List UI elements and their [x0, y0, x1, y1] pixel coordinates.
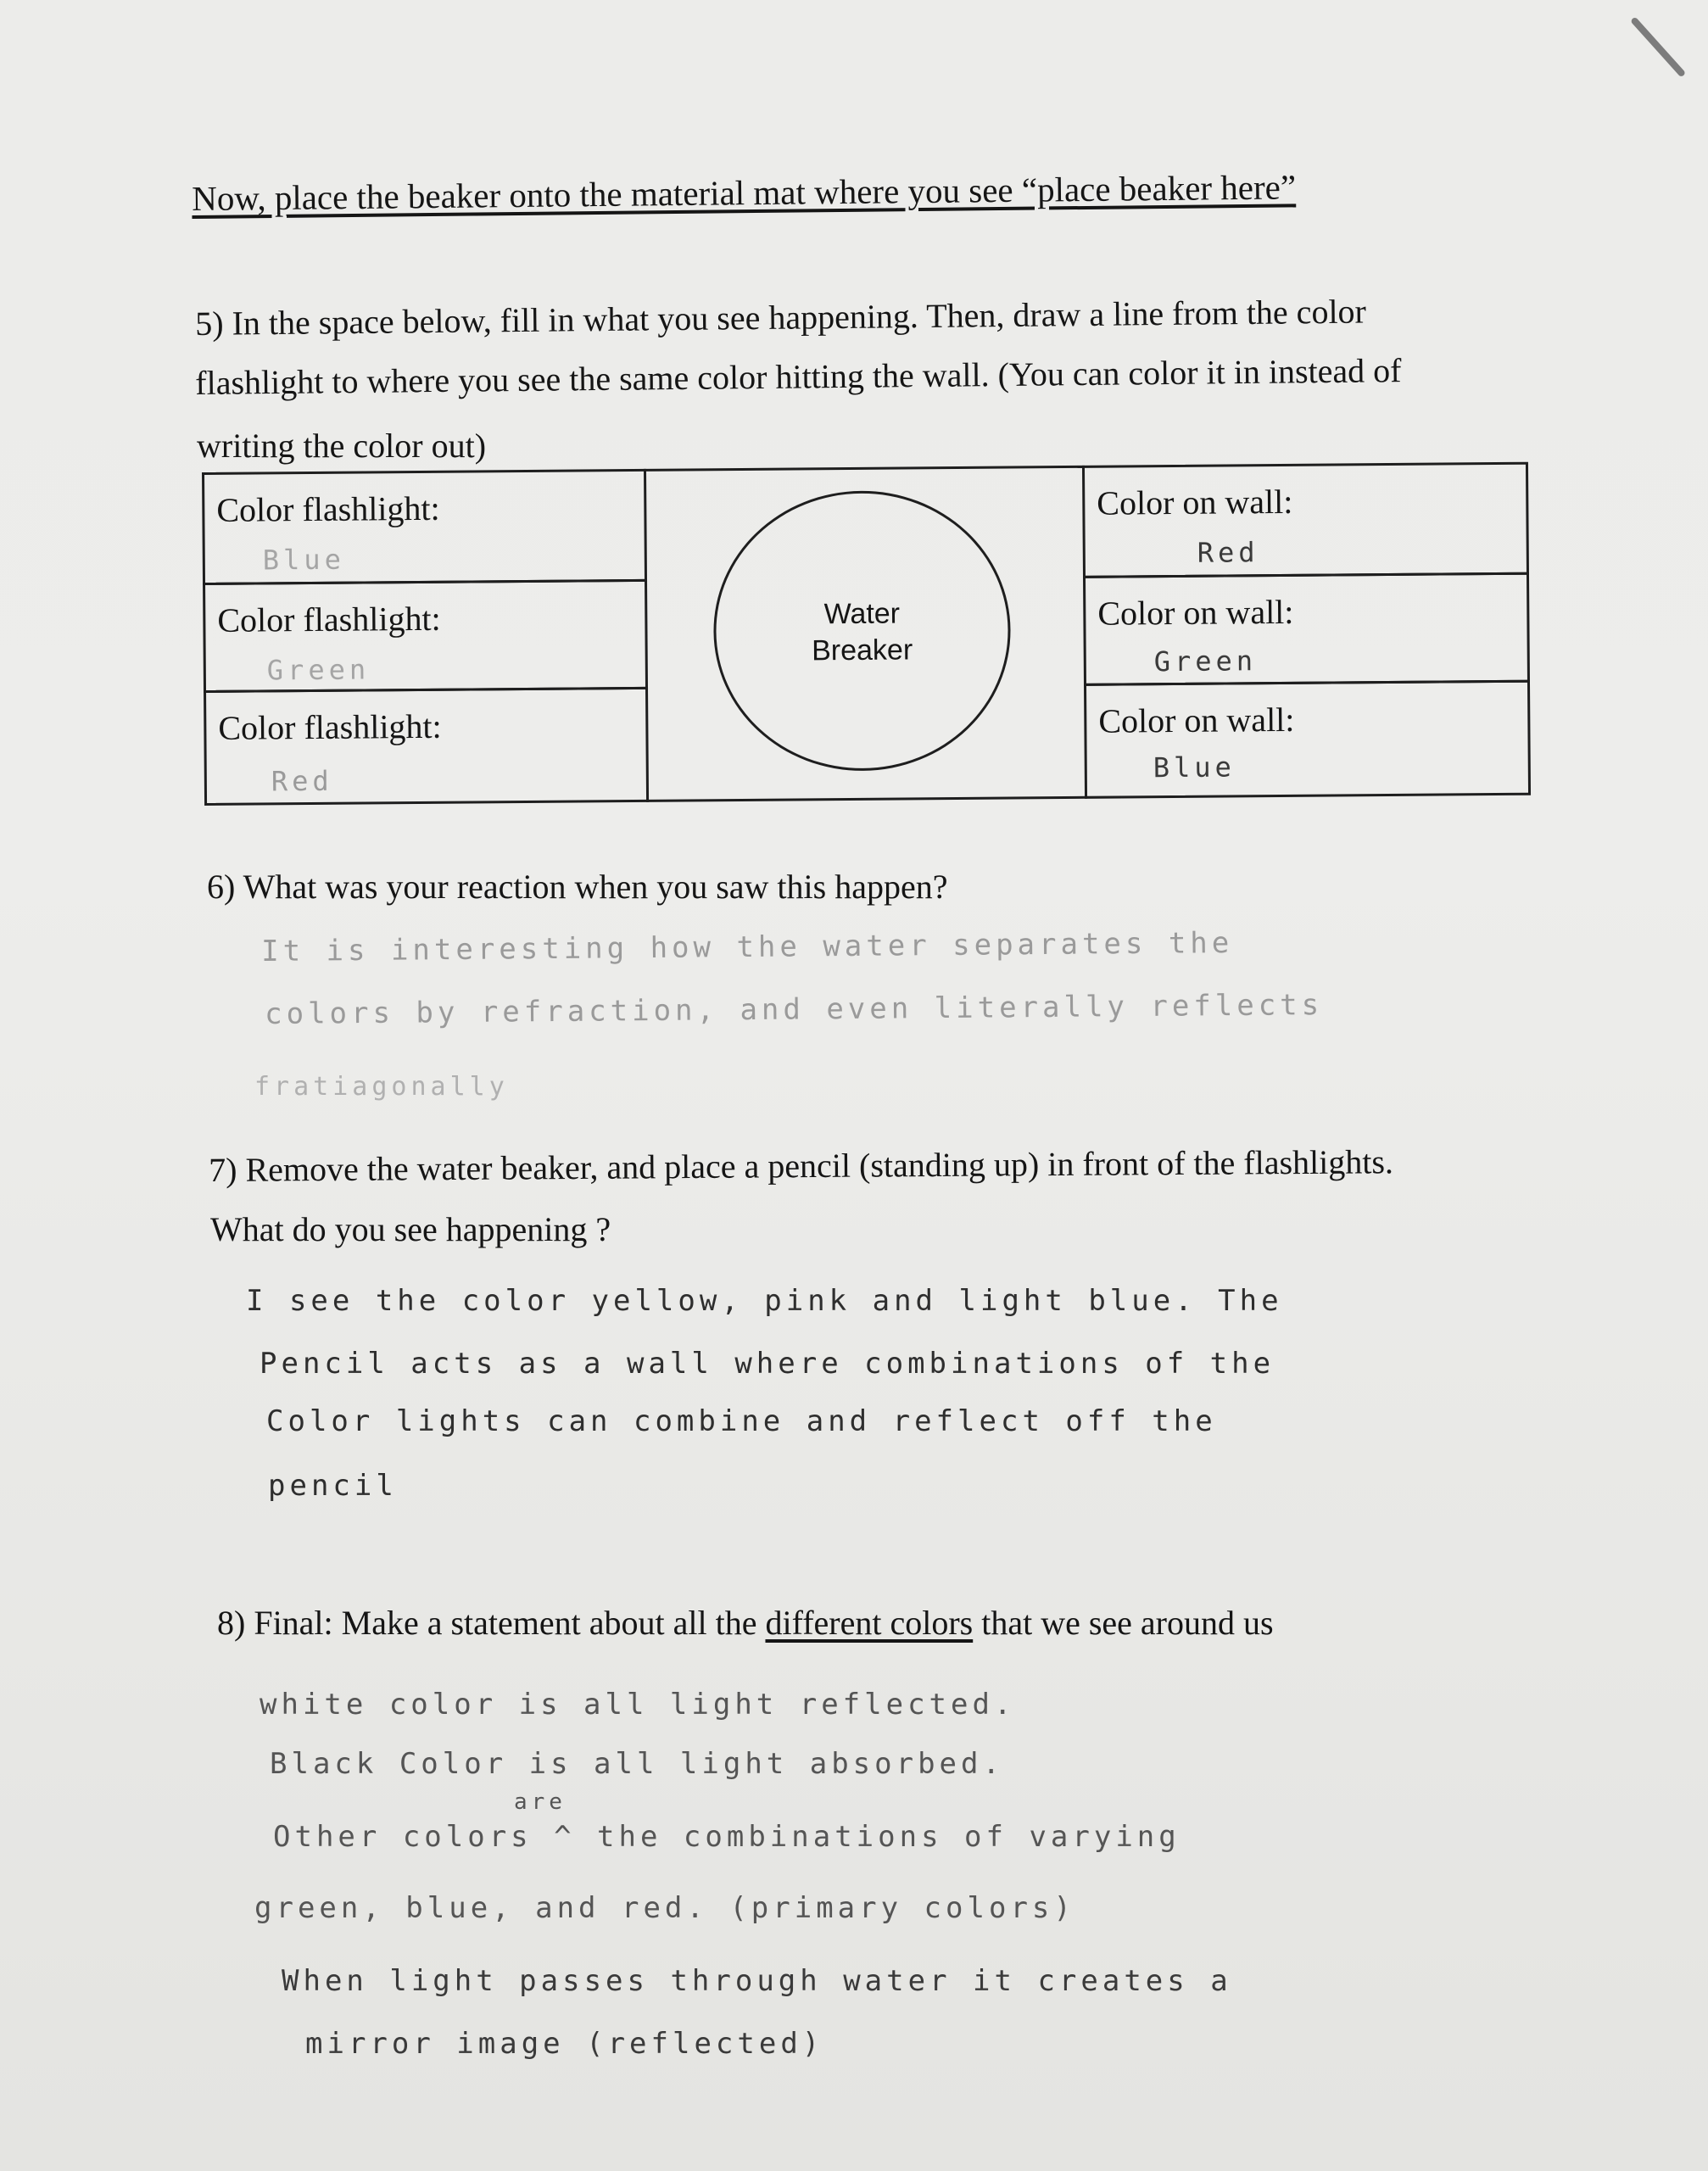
- question-5-line-3: writing the color out): [197, 427, 487, 465]
- wall-cell-3: [1084, 680, 1531, 799]
- question-5-line-1: 5) In the space below, fill in what you see happening. Then, draw a line from the color: [195, 292, 1367, 343]
- beaker-label-line-2: Breaker: [811, 633, 913, 667]
- question-8-answer-line-3: Other colors ^ the combinations of varying: [273, 1820, 1181, 1854]
- flashlight-answer-3: Red: [271, 764, 333, 798]
- question-8-answer-line-1: white color is all light reflected.: [260, 1688, 1016, 1722]
- question-7-answer-line-1: I see the color yellow, pink and light blue. The: [246, 1284, 1283, 1318]
- wall-cell-1: [1082, 462, 1529, 578]
- flashlight-cell-2: [203, 579, 648, 693]
- question-6-prompt: 6) What was your reaction when you saw this happen?: [207, 868, 948, 906]
- pencil-stroke: [1630, 16, 1686, 77]
- flashlight-label-2: Color flashlight:: [217, 599, 441, 639]
- wall-label-3: Color on wall:: [1098, 700, 1295, 740]
- question-7-answer-line-3: Color lights can combine and reflect off the: [266, 1404, 1217, 1438]
- question-8-answer-line-6: mirror image (reflected): [305, 2027, 824, 2061]
- beaker-label-line-1: Water: [823, 597, 901, 631]
- question-8-answer-line-5: When light passes through water it creates a: [282, 1964, 1232, 1998]
- wall-answer-3: Blue: [1153, 751, 1236, 784]
- question-5-line-2: flashlight to where you see the same color hitting the wall. (You can color it in instead of: [195, 351, 1402, 402]
- wall-label-1: Color on wall:: [1097, 482, 1293, 522]
- beaker-instruction: Now, place the beaker onto the material mat where you see “place beaker here”: [192, 167, 1297, 218]
- question-8-answer-line-2: Black Color is all light absorbed.: [270, 1747, 1004, 1781]
- flashlight-cell-3: [204, 687, 649, 806]
- water-beaker-label: [722, 595, 1002, 670]
- question-7-line-1: 7) Remove the water beaker, and place a pencil (standing up) in front of the flashlights.: [209, 1142, 1394, 1189]
- flashlight-cell-1: [202, 469, 647, 585]
- wall-answer-1: Red: [1197, 536, 1259, 569]
- question-6-answer-line-3: fratiagonally: [254, 1072, 509, 1102]
- question-7-answer-line-4: pencil: [268, 1469, 398, 1503]
- flashlight-answer-1: Blue: [262, 543, 346, 577]
- question-8-insertion: are: [514, 1789, 567, 1815]
- flashlight-diagram: [202, 462, 1531, 806]
- flashlight-label-3: Color flashlight:: [218, 706, 442, 747]
- question-6-answer-line-2: colors by refraction, and even literally reflects: [265, 988, 1324, 1031]
- question-7-line-2: What do you see happening ?: [210, 1210, 611, 1248]
- flashlight-answer-2: Green: [266, 653, 371, 687]
- flashlight-label-1: Color flashlight:: [216, 488, 440, 529]
- question-6-answer-line-1: It is interesting how the water separates the: [261, 925, 1234, 968]
- question-7-answer-line-2: Pencil acts as a wall where combinations of the: [260, 1347, 1275, 1381]
- wall-label-2: Color on wall:: [1097, 592, 1294, 633]
- question-8-prompt-start: 8) Final: Make a statement about all the: [217, 1604, 766, 1642]
- question-8-prompt-emphasis: different colors: [765, 1604, 974, 1642]
- wall-answer-2: Green: [1153, 645, 1258, 678]
- question-8-prompt: [217, 1603, 1274, 1644]
- question-8-answer-line-4: green, blue, and red. (primary colors): [254, 1891, 1075, 1925]
- question-8-prompt-end: that we see around us: [973, 1604, 1274, 1642]
- wall-cell-2: [1083, 572, 1530, 686]
